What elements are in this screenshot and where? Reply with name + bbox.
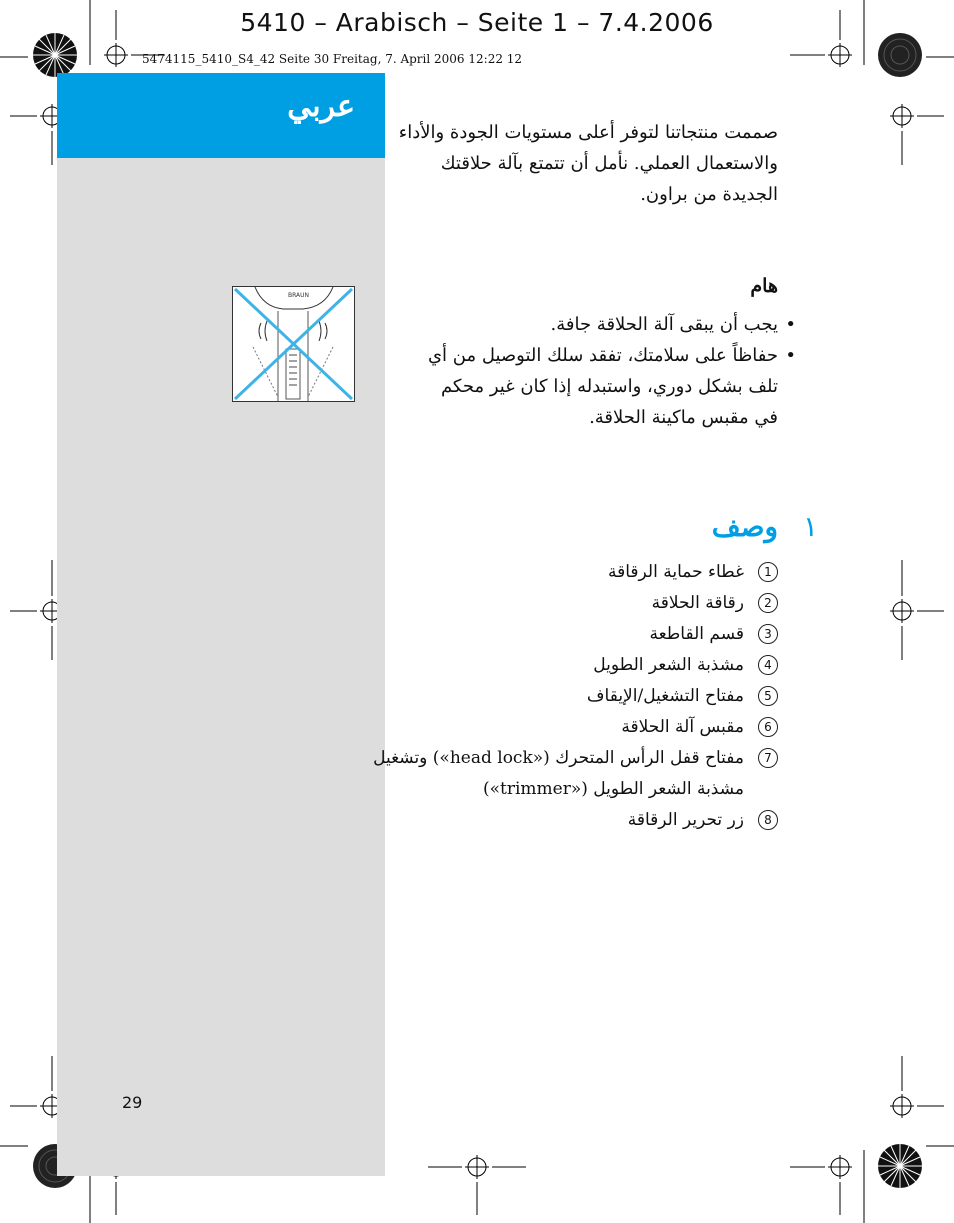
part-label: غطاء حماية الرقاقة xyxy=(607,562,744,582)
bullet-icon: • xyxy=(785,314,796,335)
intro-line: صممت منتجاتنا لتوفر أعلى مستويات الجودة والأداء xyxy=(398,122,778,143)
part-number: 5 xyxy=(758,686,778,706)
part-item xyxy=(358,650,778,681)
shaver-wet-warning-illustration xyxy=(232,286,355,402)
part-item xyxy=(358,619,778,650)
part-number: 7 xyxy=(758,748,778,768)
brand-label: BRAUN xyxy=(288,292,310,299)
bullet-icon: • xyxy=(785,345,796,366)
language-label: عربي xyxy=(287,89,355,124)
page-number: 29 xyxy=(122,1093,143,1112)
section-title: وصف xyxy=(711,510,778,543)
language-band xyxy=(57,73,385,158)
part-number: 1 xyxy=(758,562,778,582)
part-label: قسم القاطعة xyxy=(649,624,744,644)
sidebar xyxy=(57,73,385,1176)
part-item xyxy=(358,805,778,836)
part-label: مفتاح التشغيل/الإيقاف xyxy=(586,686,744,706)
intro-line: والاستعمال العملي. نأمل أن تتمتع بآلة حلاقتك xyxy=(440,153,778,174)
section-number: ١ xyxy=(802,510,818,543)
part-item xyxy=(358,712,778,743)
part-item xyxy=(358,743,778,805)
part-number: 6 xyxy=(758,717,778,737)
important-heading: هام xyxy=(750,275,778,297)
important-list xyxy=(416,309,796,433)
part-number: 4 xyxy=(758,655,778,675)
intro-line: الجديدة من براون. xyxy=(640,184,778,205)
document-header: 5410 – Arabisch – Seite 1 – 7.4.2006 xyxy=(240,8,714,37)
list-item-text: حفاظاً على سلامتك، تفقد سلك التوصيل من أي تلف بشكل دوري، واستبدله إذا كان غير محكم في مقبس ماكينة الحلاقة. xyxy=(427,345,778,428)
part-item xyxy=(358,681,778,712)
part-label: زر تحرير الرقاقة xyxy=(627,810,744,830)
part-number: 2 xyxy=(758,593,778,613)
part-item xyxy=(358,588,778,619)
list-item xyxy=(416,309,796,340)
part-label: مشذبة الشعر الطويل xyxy=(593,655,744,675)
print-slug: 5474115_5410_S4_42 Seite 30 Freitag, 7. April 2006 12:22 12 xyxy=(142,52,523,66)
part-label: رقاقة الحلاقة xyxy=(651,593,744,613)
list-item xyxy=(416,340,796,433)
list-item-text: يجب أن يبقى آلة الحلاقة جافة. xyxy=(550,314,778,335)
part-label: مقبس آلة الحلاقة xyxy=(621,717,744,737)
part-number: 8 xyxy=(758,810,778,830)
parts-list xyxy=(358,557,778,836)
shaver-crossed-icon xyxy=(233,287,354,401)
intro-paragraph xyxy=(378,117,778,210)
part-label: مفتاح قفل الرأس المتحرك («head lock») وتشغيل مشذبة الشعر الطويل («trimmer») xyxy=(373,748,744,799)
part-number: 3 xyxy=(758,624,778,644)
part-item xyxy=(358,557,778,588)
